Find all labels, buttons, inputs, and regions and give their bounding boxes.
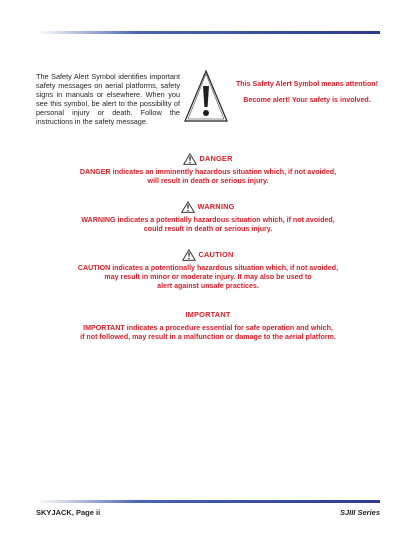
danger-line: will result in death or serious injury. bbox=[147, 176, 269, 185]
warning-line: WARNING indicates a potentially hazardous situation which, if not avoided, bbox=[81, 216, 335, 224]
caution-label: CAUTION bbox=[198, 249, 234, 259]
important-block bbox=[60, 308, 356, 342]
warning-triangle-icon bbox=[183, 153, 197, 165]
caution-heading bbox=[60, 248, 356, 262]
caution-line: CAUTION indicates a potentionally hazardous situation which, if not avoided, bbox=[77, 264, 339, 272]
alert-attention-line: This Safety Alert Symbol means attention! bbox=[235, 80, 379, 88]
danger-heading bbox=[60, 152, 356, 166]
caution-line: alert against unsafe practices. bbox=[157, 281, 259, 290]
series-name: SJIII Series bbox=[339, 508, 380, 517]
alert-involved-line: Become alert! Your safety is involved. bbox=[243, 96, 371, 104]
danger-line: DANGER indicates an imminently hazardous situation which, if not avoided, bbox=[79, 168, 337, 176]
important-line: if not followed, may result in a malfunction or damage to the aerial platform. bbox=[80, 332, 336, 341]
intro-paragraph: The Safety Alert Symbol identifies important safety messages on aerial platforms, safety signs in manuals or elsewhere. When you see this symbol, be alert to the possibility of personal injury or death. Follow the instructions in the safety message. bbox=[36, 72, 180, 126]
page-number: SKYJACK, Page ii bbox=[36, 508, 101, 517]
warning-triangle-icon bbox=[181, 201, 195, 213]
warning-block bbox=[60, 200, 356, 234]
caution-block bbox=[60, 248, 356, 291]
important-heading bbox=[60, 308, 356, 322]
warning-triangle-icon bbox=[182, 249, 196, 261]
caution-line: may result in minor or moderate injury. It may also be used to bbox=[104, 272, 312, 281]
warning-label: WARNING bbox=[197, 201, 235, 211]
danger-label: DANGER bbox=[199, 153, 233, 163]
safety-alert-triangle-icon bbox=[183, 69, 229, 124]
warning-line: could result in death or serious injury. bbox=[143, 224, 273, 233]
important-label: IMPORTANT bbox=[185, 309, 231, 319]
footer-rule bbox=[36, 500, 380, 503]
important-line: IMPORTANT indicates a procedure essential for safe operation and which, bbox=[83, 324, 333, 332]
header-rule bbox=[36, 31, 380, 34]
warning-heading bbox=[60, 200, 356, 214]
danger-block bbox=[60, 152, 356, 186]
alert-symbol-meaning bbox=[232, 80, 382, 104]
